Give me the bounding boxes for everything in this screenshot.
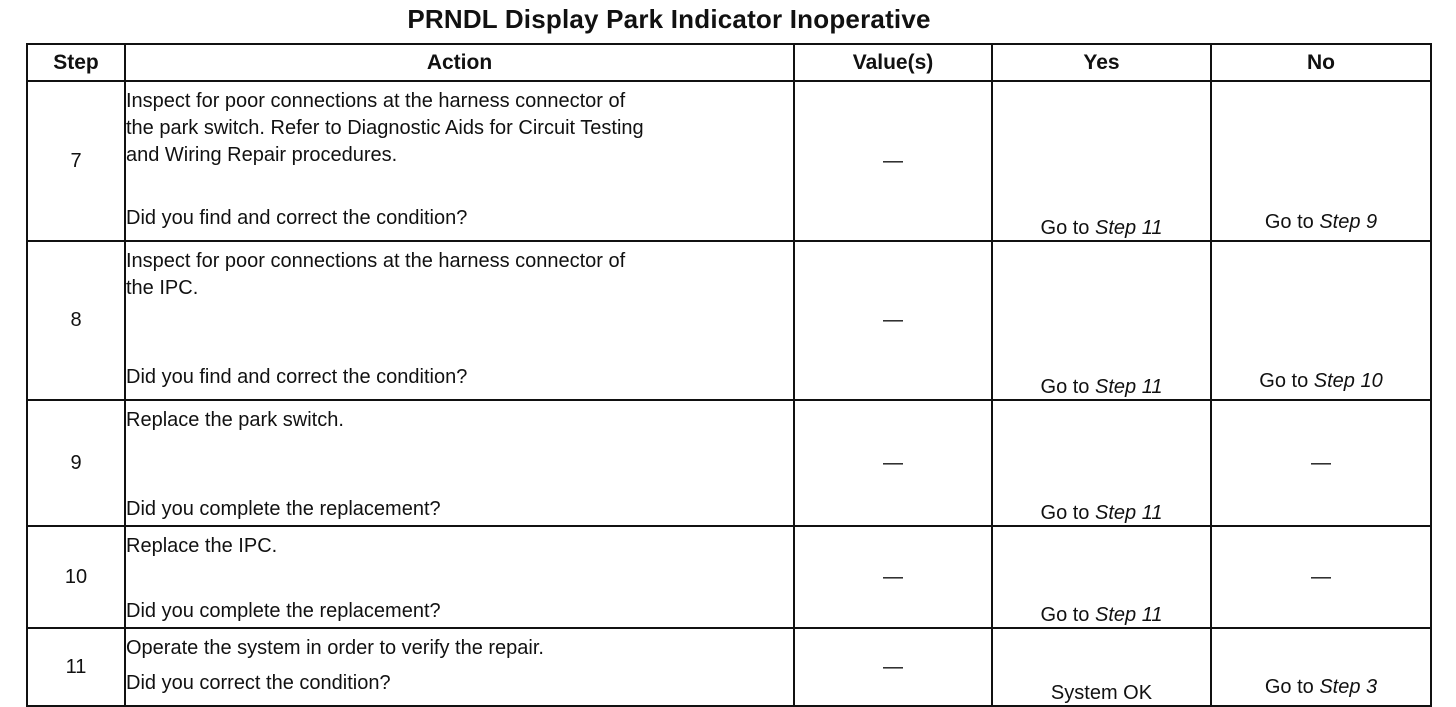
- action-cell: [125, 628, 794, 706]
- yes-goto-text: Go to: [1040, 502, 1095, 524]
- yes-cell: System OK: [992, 628, 1211, 706]
- no-cell: [1211, 81, 1431, 241]
- action-cell: [125, 400, 794, 526]
- page-title: PRNDL Display Park Indicator Inoperative: [407, 4, 931, 34]
- table-row: [27, 241, 1431, 400]
- column-header-action: Action: [125, 44, 794, 81]
- yes-step-link[interactable]: Step 11: [1095, 502, 1163, 524]
- step-number: 11: [27, 628, 125, 706]
- yes-cell: [992, 400, 1211, 526]
- action-cell: [125, 81, 794, 241]
- column-header-values: Value(s): [794, 44, 992, 81]
- yes-step-link[interactable]: Step 11: [1095, 376, 1163, 398]
- yes-step-link[interactable]: Step 11: [1095, 604, 1163, 626]
- no-cell: —: [1211, 400, 1431, 526]
- action-instruction: Inspect for poor connections at the harness connector of the park switch. Refer to Diagnostic Aids for Circuit Testing and Wiring Repair procedures.: [126, 90, 644, 166]
- no-goto-text: Go to: [1264, 676, 1320, 698]
- action-cell: [125, 526, 794, 628]
- step-number: 7: [27, 81, 125, 241]
- no-cell: —: [1211, 526, 1431, 628]
- step-number: 10: [27, 526, 125, 628]
- yes-cell: [992, 81, 1211, 241]
- action-question: Did you complete the replacement?: [126, 600, 441, 622]
- action-instruction: Replace the park switch.: [126, 409, 344, 431]
- no-step-link[interactable]: Step 3: [1319, 676, 1378, 698]
- action-question: Did you complete the replacement?: [126, 498, 441, 520]
- action-instruction: Operate the system in order to verify the repair.: [126, 637, 544, 659]
- value-cell: —: [794, 400, 992, 526]
- yes-goto-text: Go to: [1040, 604, 1095, 626]
- value-cell: —: [794, 628, 992, 706]
- yes-cell: [992, 526, 1211, 628]
- no-cell: [1211, 628, 1431, 706]
- value-cell: —: [794, 526, 992, 628]
- action-question: Did you correct the condition?: [126, 672, 391, 694]
- step-number: 9: [27, 400, 125, 526]
- column-header-no: No: [1211, 44, 1431, 81]
- value-cell: —: [794, 241, 992, 400]
- no-goto-text: Go to: [1264, 211, 1320, 233]
- table-row: [27, 628, 1431, 706]
- value-cell: —: [794, 81, 992, 241]
- action-question: Did you find and correct the condition?: [126, 207, 468, 229]
- no-cell: [1211, 241, 1431, 400]
- yes-step-link[interactable]: Step 11: [1095, 217, 1163, 239]
- action-cell: [125, 241, 794, 400]
- column-header-step: Step: [27, 44, 125, 81]
- yes-goto-text: Go to: [1040, 217, 1095, 239]
- no-goto-text: Go to: [1259, 370, 1314, 392]
- table-header-row: [27, 44, 1431, 81]
- table-row: [27, 81, 1431, 241]
- no-step-link[interactable]: Step 9: [1319, 211, 1378, 233]
- table-row: [27, 526, 1431, 628]
- action-instruction: Replace the IPC.: [126, 535, 278, 557]
- action-question: Did you find and correct the condition?: [126, 366, 468, 388]
- yes-goto-text: Go to: [1040, 376, 1095, 398]
- step-number: 8: [27, 241, 125, 400]
- action-instruction: Inspect for poor connections at the harness connector of the IPC.: [126, 250, 626, 299]
- diagnostic-table: [26, 43, 1432, 707]
- no-step-link[interactable]: Step 10: [1313, 370, 1383, 392]
- yes-cell: [992, 241, 1211, 400]
- column-header-yes: Yes: [992, 44, 1211, 81]
- table-row: [27, 400, 1431, 526]
